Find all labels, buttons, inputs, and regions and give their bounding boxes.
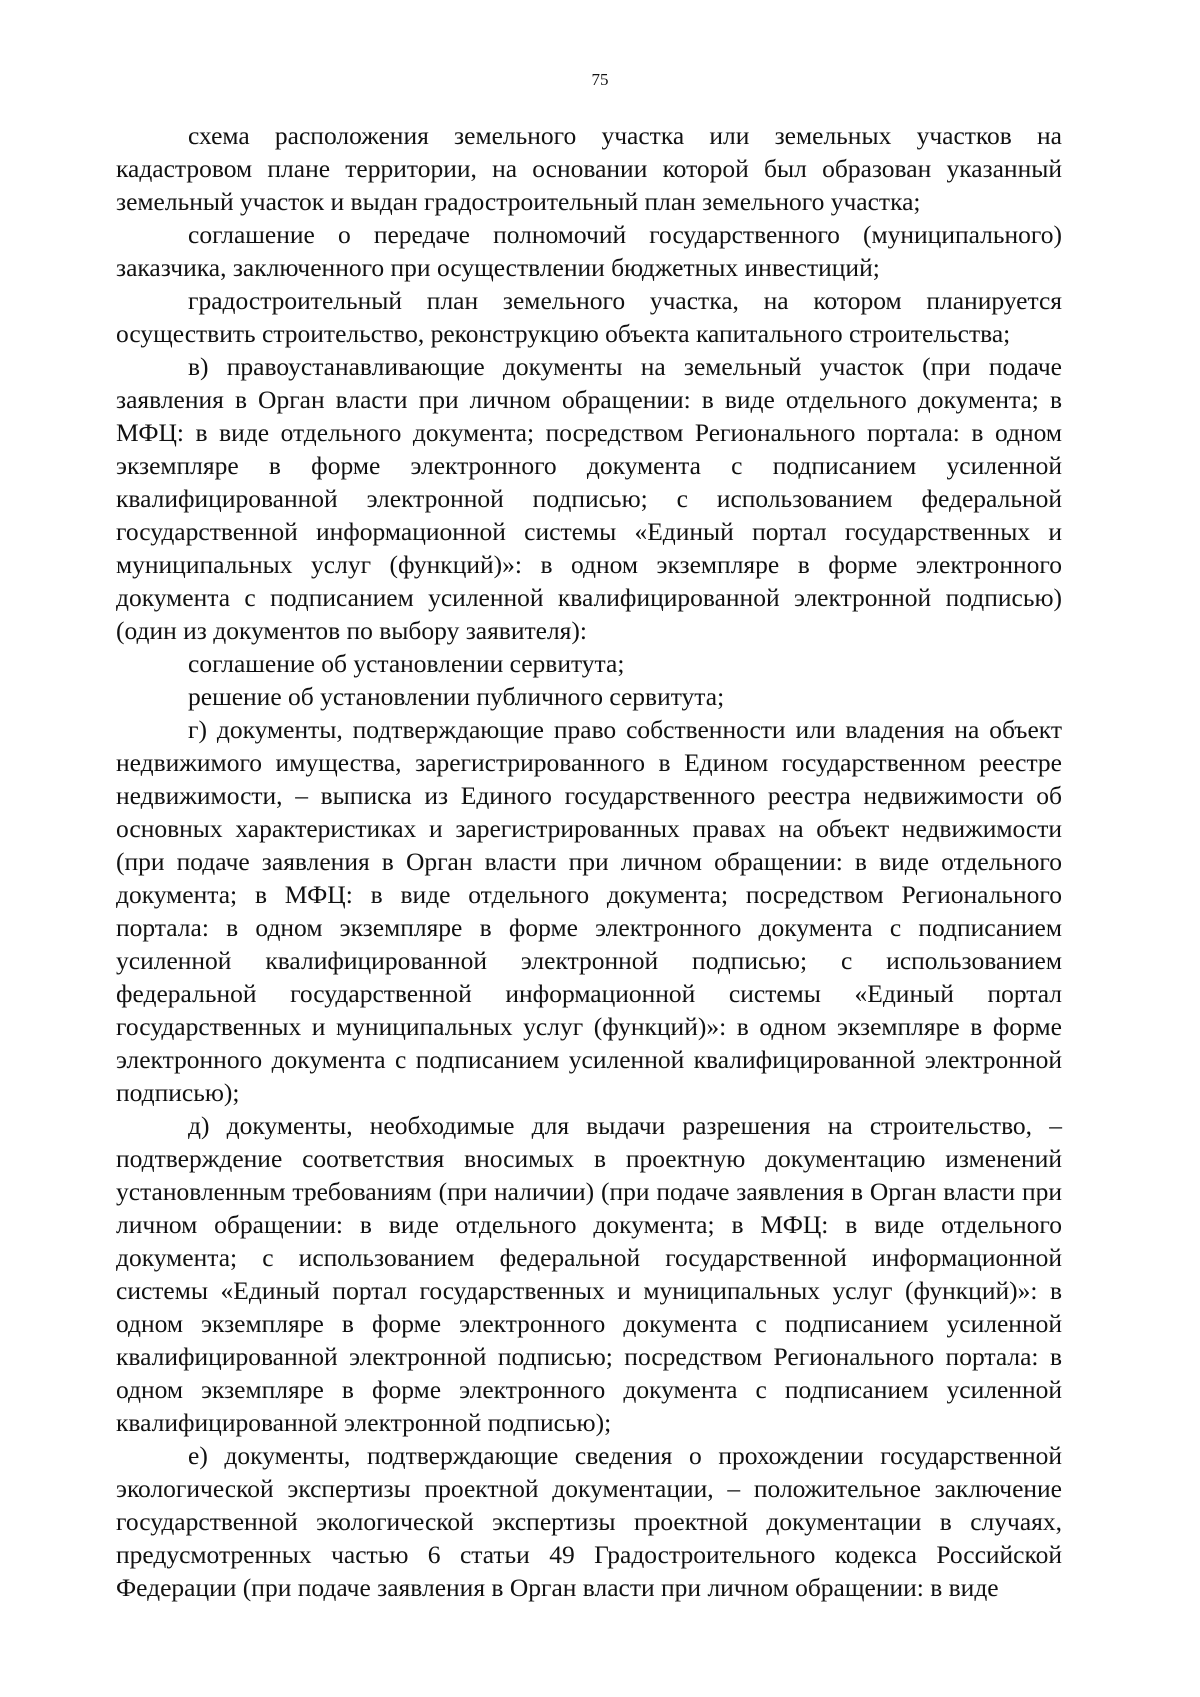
paragraph-item-v: в) правоустанавливающие документы на земельный участок (при подаче заявления в Орган власти при личном обращении: в виде отдельного документа; в МФЦ: в виде отдельного документа; посредством Регионального портала: в одном экземпляре в форме электронного документа с подписанием усиленной квалифицированной электронной подписью; с использованием федеральной государственной информационной системы «Единый портал государственных и муниципальных услуг (функций)»: в одном экземпляре в форме электронного документа с подписанием усиленной квалифицированной электронной подписью) (один из документов по выбору заявителя):	[116, 352, 1062, 645]
paragraph-public-servitude: решение об установлении публичного сервитута;	[188, 682, 725, 711]
paragraph-item-e: е) документы, подтверждающие сведения о прохождении государственной экологической экспертизы проектной документации, – положительное заключение государственной экологической экспертизы проектной документации в случаях, предусмотренных частью 6 статьи 49 Градостроительного кодекса Российской Федерации (при подаче заявления в Орган власти при личном обращении: в виде	[116, 1441, 1062, 1602]
paragraph-servitude-agreement: соглашение об установлении сервитута;	[188, 649, 625, 678]
page-number: 75	[591, 70, 609, 89]
paragraph-powers-agreement: соглашение о передаче полномочий государственного (муниципального) заказчика, заключенного при осуществлении бюджетных инвестиций;	[116, 220, 1062, 282]
paragraph-land-scheme: схема расположения земельного участка или земельных участков на кадастровом плане территории, на основании которой был образован указанный земельный участок и выдан градостроительный план земельного участка;	[116, 121, 1062, 216]
paragraph-item-d: д) документы, необходимые для выдачи разрешения на строительство, – подтверждение соответствия вносимых в проектную документацию изменений установленным требованиям (при наличии) (при подаче заявления в Орган власти при личном обращении: в виде отдельного документа; в МФЦ: в виде отдельного документа; с использованием федеральной государственной информационной системы «Единый портал государственных и муниципальных услуг (функций)»: в одном экземпляре в форме электронного документа с подписанием усиленной квалифицированной электронной подписью; посредством Регионального портала: в одном экземпляре в форме электронного документа с подписанием усиленной квалифицированной электронной подписью);	[116, 1111, 1062, 1437]
paragraph-urban-plan: градостроительный план земельного участка, на котором планируется осуществить строительство, реконструкцию объекта капитального строительства;	[116, 286, 1062, 348]
document-body	[116, 119, 1062, 1604]
paragraph-item-g: г) документы, подтверждающие право собственности или владения на объект недвижимого имущества, зарегистрированного в Едином государственном реестре недвижимости, – выписка из Единого государственного реестра недвижимости об основных характеристиках и зарегистрированных правах на объект недвижимости (при подаче заявления в Орган власти при личном обращении: в виде отдельного документа; в МФЦ: в виде отдельного документа; посредством Регионального портала: в одном экземпляре в форме электронного документа с подписанием усиленной квалифицированной электронной подписью; с использованием федеральной государственной информационной системы «Единый портал государственных и муниципальных услуг (функций)»: в одном экземпляре в форме электронного документа с подписанием усиленной квалифицированной электронной подписью);	[116, 715, 1062, 1107]
